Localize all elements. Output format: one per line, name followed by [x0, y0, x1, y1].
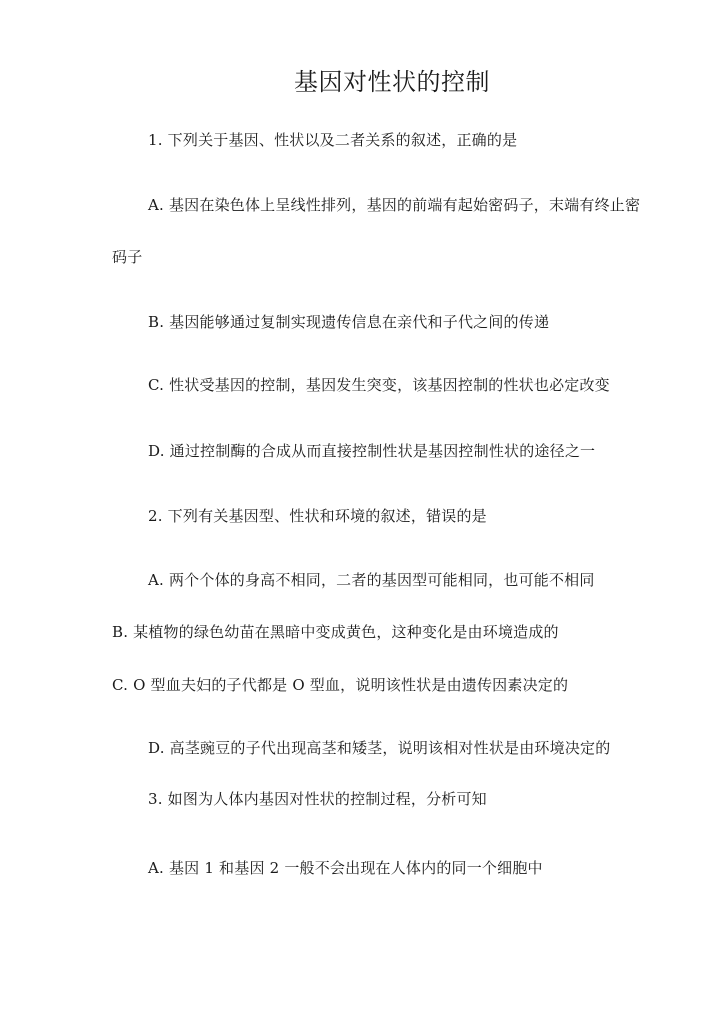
question-1-stem: 1. 下列关于基因、性状以及二者关系的叙述，正确的是	[148, 131, 518, 149]
question-3-stem: 3. 如图为人体内基因对性状的控制过程，分析可知	[148, 790, 487, 808]
question-1-option-b: B. 基因能够通过复制实现遗传信息在亲代和子代之间的传递	[148, 313, 550, 331]
question-2-option-b: B. 某植物的绿色幼苗在黑暗中变成黄色，这种变化是由环境造成的	[112, 623, 559, 641]
question-2-option-d: D. 高茎豌豆的子代出现高茎和矮茎，说明该相对性状是由环境决定的	[148, 739, 611, 757]
question-1-option-d: D. 通过控制酶的合成从而直接控制性状是基因控制性状的途径之一	[148, 442, 596, 460]
question-1-option-a-continued: 码子	[112, 248, 143, 266]
question-2-option-a: A. 两个个体的身高不相同，二者的基因型可能相同，也可能不相同	[148, 571, 595, 589]
question-3-option-a: A. 基因 1 和基因 2 一般不会出现在人体内的同一个细胞中	[148, 859, 543, 877]
question-2-option-c: C. O 型血夫妇的子代都是 O 型血，说明该性状是由遗传因素决定的	[112, 676, 569, 694]
page-title: 基因对性状的控制	[294, 68, 490, 96]
question-1-option-a: A. 基因在染色体上呈线性排列，基因的前端有起始密码子，末端有终止密	[148, 196, 641, 214]
question-1-option-c: C. 性状受基因的控制，基因发生突变，该基因控制的性状也必定改变	[148, 376, 610, 394]
question-2-stem: 2. 下列有关基因型、性状和环境的叙述，错误的是	[148, 507, 487, 525]
